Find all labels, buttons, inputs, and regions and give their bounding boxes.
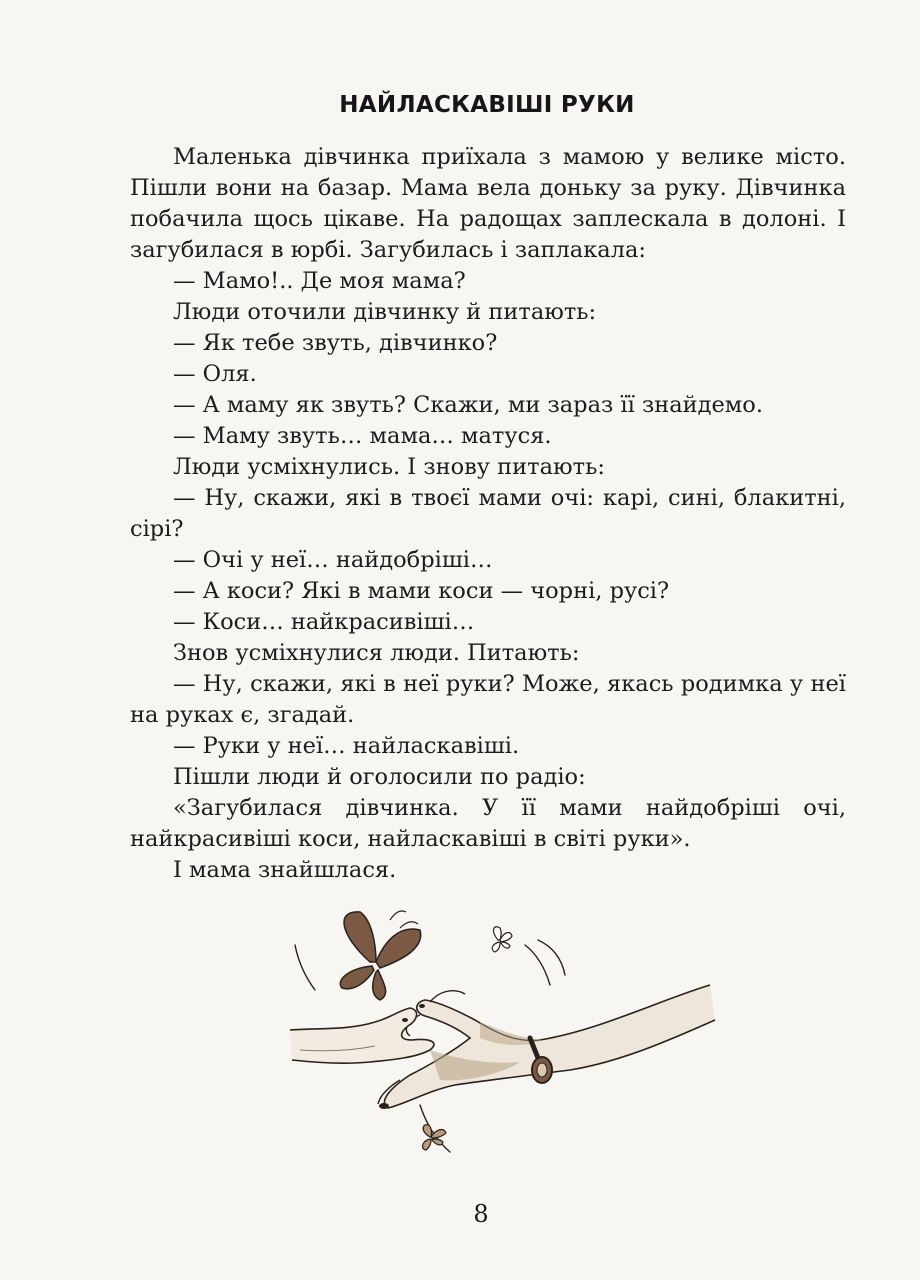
- paragraph: Знов усміхнулися люди. Питають:: [173, 640, 580, 666]
- butterfly-icon: [340, 911, 420, 1000]
- butterfly-icon: [492, 927, 512, 952]
- paragraph: — Оля.: [173, 361, 257, 387]
- paragraph: Маленька дівчинка приїхала з мамою у велике місто. Пішли вони на базар. Мама вела доньку за руку. Дівчинка побачила щось цікаве. На радощах заплескала в долоні. І загубилася в юрбі. Загубилась і заплакала:: [130, 144, 846, 263]
- paragraph: — Мамо!.. Де моя мама?: [173, 268, 466, 294]
- paragraph: Пішли люди й оголосили по радіо:: [173, 764, 586, 790]
- paragraph: — Як тебе звуть, дівчинко?: [173, 330, 498, 356]
- paragraph: І мама знайшлася.: [173, 857, 397, 883]
- paragraph: — А коси? Які в мами коси — чорні, русі?: [173, 578, 670, 604]
- paragraph: — Руки у неї… найласкавіші.: [173, 733, 520, 759]
- paragraph: — Ну, скажи, які в твоєї мами очі: карі, сині, блакитні, сірі?: [130, 485, 846, 542]
- butterfly-icon: [423, 1125, 446, 1150]
- hands-illustration: [280, 890, 730, 1180]
- paragraph: — А маму як звуть? Скажи, ми зараз її знайдемо.: [173, 392, 764, 418]
- paragraph: Люди оточили дівчинку й питають:: [173, 299, 597, 325]
- paragraph: «Загубилася дівчинка. У її мами найдобріші очі, найкрасивіші коси, найласкавіші в світі руки».: [130, 795, 846, 852]
- story-title: НАЙЛАСКАВІШІ РУКИ: [339, 92, 635, 118]
- page-number: 8: [473, 1200, 489, 1228]
- hands-icon: [290, 985, 715, 1109]
- story-text: [130, 142, 846, 886]
- paragraph: Люди усміхнулись. І знову питають:: [173, 454, 605, 480]
- paragraph: — Коси… найкрасивіші…: [173, 609, 475, 635]
- paragraph: — Маму звуть… мама… матуся.: [173, 423, 552, 449]
- paragraph: — Очі у неї… найдобріші…: [173, 547, 493, 573]
- paragraph: — Ну, скажи, які в неї руки? Може, якась родимка у неї на руках є, згадай.: [130, 671, 846, 728]
